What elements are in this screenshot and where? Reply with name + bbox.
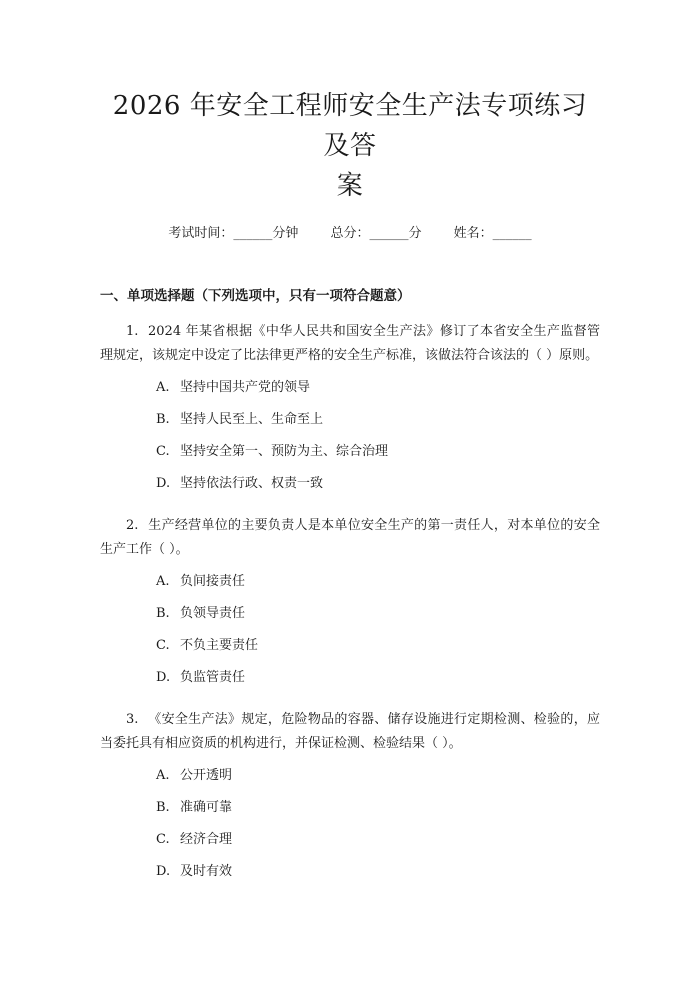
question-2-options bbox=[100, 566, 600, 694]
exam-meta bbox=[100, 224, 600, 244]
option-text: 坚持人民至上、生命至上 bbox=[180, 412, 324, 427]
option-b bbox=[100, 792, 600, 824]
question-1 bbox=[100, 320, 600, 368]
title-line-2: 案 bbox=[336, 171, 364, 201]
option-text: 负间接责任 bbox=[180, 574, 246, 589]
exam-score: 总分：______分 bbox=[330, 226, 422, 241]
option-letter: D. bbox=[156, 476, 171, 491]
section-heading: 一、单项选择题（下列选项中，只有一项符合题意） bbox=[100, 288, 411, 304]
exam-time: 考试时间：______分钟 bbox=[168, 226, 299, 241]
page-title bbox=[100, 86, 600, 206]
option-text: 坚持安全第一、预防为主、综合治理 bbox=[180, 444, 389, 459]
option-text: 坚持中国共产党的领导 bbox=[180, 380, 311, 395]
option-text: 准确可靠 bbox=[180, 800, 233, 815]
question-text: 《安全生产法》规定，危险物品的容器、储存设施进行定期检测、检验的，应当委托具有相应资质的机构进行，并保证检测、检验结果（ ）。 bbox=[100, 712, 600, 751]
option-a bbox=[100, 566, 600, 598]
option-d bbox=[100, 662, 600, 694]
option-letter: D. bbox=[156, 864, 171, 879]
option-letter: B. bbox=[156, 800, 170, 815]
option-text: 公开透明 bbox=[180, 768, 233, 783]
question-number: 2. bbox=[126, 518, 139, 533]
option-text: 及时有效 bbox=[180, 864, 233, 879]
option-text: 负监管责任 bbox=[180, 670, 246, 685]
option-letter: B. bbox=[156, 606, 170, 621]
question-2 bbox=[100, 514, 600, 562]
option-letter: C. bbox=[156, 444, 170, 459]
option-c bbox=[100, 824, 600, 856]
option-letter: D. bbox=[156, 670, 171, 685]
option-text: 负领导责任 bbox=[180, 606, 246, 621]
option-letter: A. bbox=[156, 574, 170, 589]
option-letter: B. bbox=[156, 412, 170, 427]
question-number: 1. bbox=[126, 324, 139, 339]
question-text: 2024 年某省根据《中华人民共和国安全生产法》修订了本省安全生产监督管理规定，该规定中设定了比法律更严格的安全生产标准，该做法符合该法的（ ）原则。 bbox=[100, 324, 600, 363]
question-text: 生产经营单位的主要负责人是本单位安全生产的第一责任人，对本单位的安全生产工作（ ）。 bbox=[100, 518, 600, 557]
question-3 bbox=[100, 708, 600, 756]
option-b bbox=[100, 598, 600, 630]
option-b bbox=[100, 404, 600, 436]
option-c bbox=[100, 630, 600, 662]
option-text: 不负主要责任 bbox=[180, 638, 259, 653]
question-1-options bbox=[100, 372, 600, 500]
option-text: 经济合理 bbox=[180, 832, 233, 847]
option-d bbox=[100, 856, 600, 888]
option-text: 坚持依法行政、权责一致 bbox=[180, 476, 324, 491]
option-d bbox=[100, 468, 600, 500]
option-letter: C. bbox=[156, 638, 170, 653]
option-a bbox=[100, 760, 600, 792]
question-3-options bbox=[100, 760, 600, 888]
option-a bbox=[100, 372, 600, 404]
exam-name: 姓名：______ bbox=[453, 226, 532, 241]
option-letter: C. bbox=[156, 832, 170, 847]
question-number: 3. bbox=[126, 712, 139, 727]
option-letter: A. bbox=[156, 768, 170, 783]
title-line-1: 2026 年安全工程师安全生产法专项练习及答 bbox=[112, 91, 588, 161]
option-letter: A. bbox=[156, 380, 170, 395]
option-c bbox=[100, 436, 600, 468]
document-page bbox=[0, 86, 700, 991]
